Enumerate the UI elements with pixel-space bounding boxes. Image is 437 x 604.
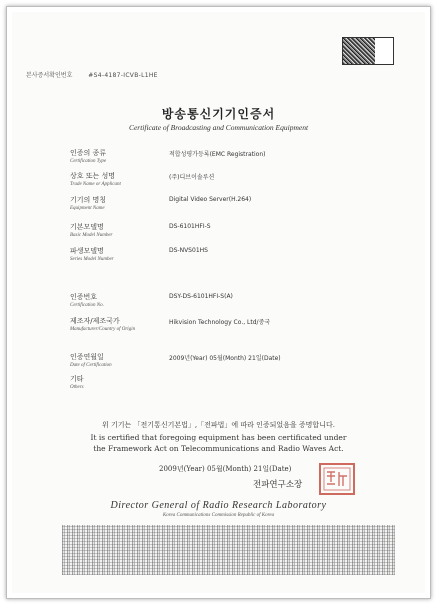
certificate-page — [12, 12, 425, 593]
field-sublabel-equipment: Equipment Name — [70, 206, 105, 211]
field-value-basic-model: DS-6101HFI-S — [169, 223, 211, 230]
issue-date: 2009년(Year) 05월(Month) 21일(Date) — [159, 465, 292, 473]
reference-number: #S4-4187-ICVB-L1HE — [88, 72, 158, 79]
statement-english-line1: It is certified that foregoing equipment has been certificated under — [90, 433, 347, 442]
field-sublabel-basic-model: Basic Model Number — [70, 233, 113, 238]
official-seal-icon — [317, 462, 357, 496]
field-label-cert-date: 인증연월일 — [70, 353, 104, 361]
field-label-series-model: 파생모델명 — [70, 247, 104, 255]
field-sublabel-applicant: Trade Name or Applicant — [70, 182, 121, 187]
issuer-subtitle: Korea Communications Commission Republic of Korea — [162, 513, 275, 518]
field-label-cert-no: 인증번호 — [70, 293, 98, 301]
field-label-others: 기타 — [70, 375, 84, 383]
field-value-equipment: Digital Video Server(H.264) — [169, 196, 252, 203]
field-value-series-model: DS-NVS01HS — [169, 247, 208, 254]
field-sublabel-cert-date: Date of Certification — [70, 363, 112, 368]
field-value-cert-type: 적합성평가등록(EMC Registration) — [169, 151, 266, 158]
certificate-reference — [26, 70, 158, 79]
field-label-manufacturer: 제조자/제조국가 — [70, 317, 120, 325]
statement-english-line2: the Framework Act on Telecommunications and Radio Waves Act. — [93, 444, 344, 453]
field-value-applicant: (주)디브이솔루션 — [169, 174, 215, 181]
statement-korean: 위 기기는 「전기통신기본법」,「전파법」에 따라 인증되었음을 증명합니다. — [102, 421, 335, 429]
title-korean: 방송통신기기인증서 — [161, 107, 276, 121]
field-value-cert-date: 2009년(Year) 05월(Month) 21일(Date) — [169, 355, 281, 362]
field-value-manufacturer: Hikvision Technology Co., Ltd/중국 — [169, 319, 271, 326]
field-sublabel-series-model: Series Model Number — [70, 257, 114, 262]
security-print-band — [62, 525, 395, 575]
barcode-box — [342, 37, 394, 65]
field-label-basic-model: 기본모델명 — [70, 223, 104, 231]
field-sublabel-cert-no: Certification No. — [70, 303, 104, 308]
field-sublabel-cert-type: Certification Type — [70, 159, 107, 164]
field-label-cert-type: 인증의 종류 — [70, 149, 107, 157]
title-english: Certificate of Broadcasting and Communication Equipment — [128, 123, 309, 132]
field-value-cert-no: DSY-DS-6101HFI-S(A) — [169, 293, 233, 300]
document-frame — [6, 6, 431, 599]
field-sublabel-manufacturer: Manufacturer/Country of Origin — [70, 327, 136, 332]
reference-label: 본사증서확인번호 — [26, 72, 73, 79]
field-label-equipment: 기기의 명칭 — [70, 196, 107, 204]
issuer-english: Director General of Radio Research Laboratory — [110, 500, 327, 511]
field-label-applicant: 상호 또는 성명 — [70, 172, 116, 180]
field-sublabel-others: Others — [70, 385, 84, 390]
issuer-korean: 전파연구소장 — [253, 480, 303, 490]
